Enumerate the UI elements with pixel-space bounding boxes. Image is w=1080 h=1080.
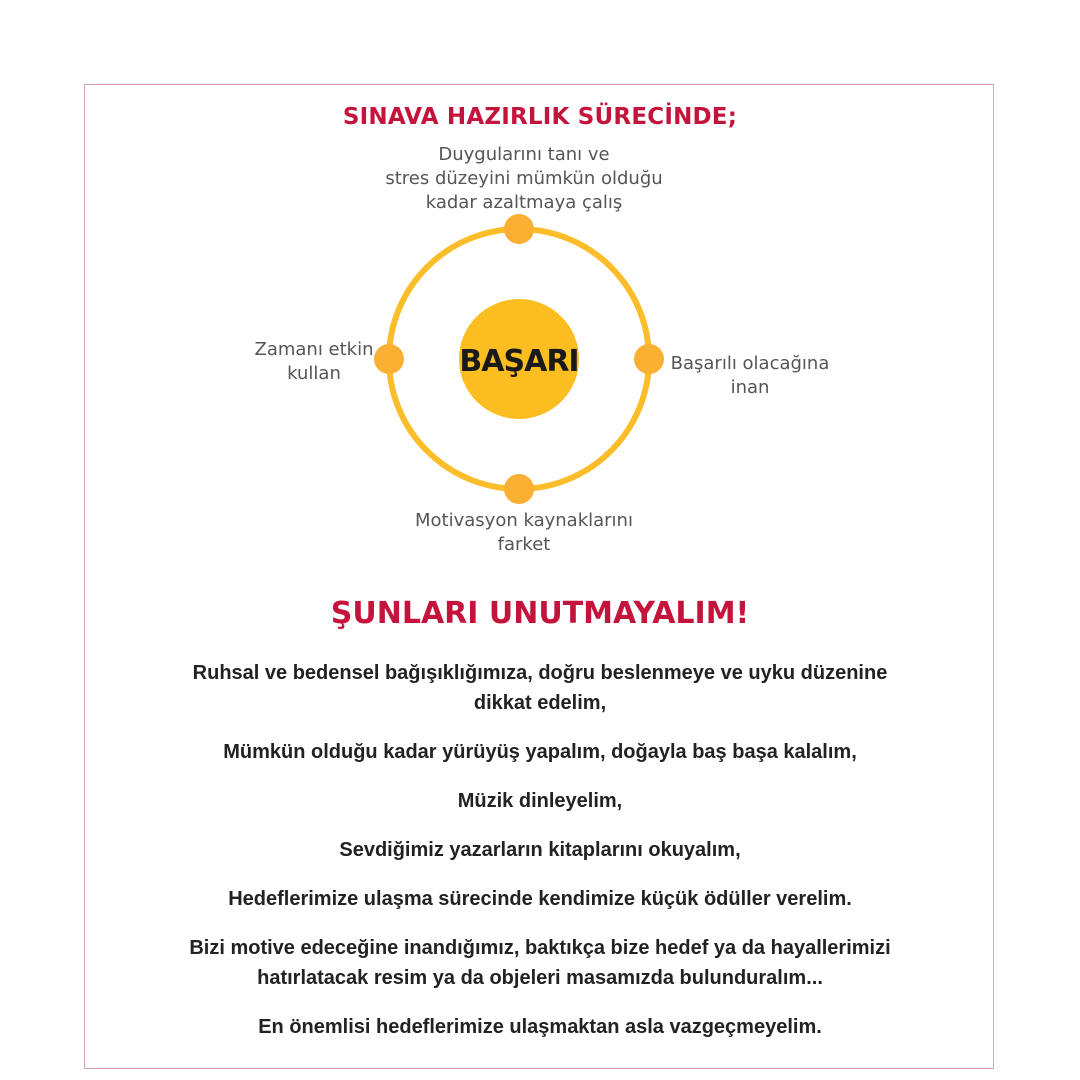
- top-label-line: kadar azaltmaya çalış: [425, 192, 623, 213]
- page-title: SINAVA HAZIRLIK SÜRECİNDE;: [342, 104, 738, 130]
- right-label-line: inan: [730, 377, 770, 398]
- tip-item: En önemlisi hedeflerimize ulaşmaktan asla vazgeçmeyelim.: [258, 1016, 822, 1038]
- tip-item: Hedeflerimize ulaşma sürecinde kendimize küçük ödüller verelim.: [228, 888, 852, 910]
- top-label-line: stres düzeyini mümkün olduğu: [385, 168, 663, 189]
- left-label: [236, 338, 392, 386]
- left-label-line: kullan: [287, 363, 341, 384]
- tip-item: Bizi motive edeceğine inandığımız, baktıkça bize hedef ya da hayallerimizi hatırlatacak resim ya da objeleri masamızda bulunduralım...: [189, 937, 891, 989]
- right-label: [664, 352, 836, 400]
- tips-list: [120, 658, 960, 1061]
- node-right: [634, 344, 664, 374]
- bottom-label: [384, 509, 664, 557]
- reminder-heading: ŞUNLARI UNUTMAYALIM!: [330, 596, 750, 631]
- bottom-label-line: Motivasyon kaynaklarını: [415, 510, 633, 531]
- tip-item: Müzik dinleyelim,: [457, 790, 623, 812]
- center-label: BAŞARI: [459, 344, 579, 379]
- node-top: [504, 214, 534, 244]
- tip-item: Ruhsal ve bedensel bağışıklığımıza, doğru beslenmeye ve uyku düzenine dikkat edelim,: [192, 662, 888, 714]
- top-label: [360, 143, 688, 215]
- left-label-line: Zamanı etkin: [254, 339, 374, 360]
- tip-item: Mümkün olduğu kadar yürüyüş yapalım, doğayla baş başa kalalım,: [223, 741, 857, 763]
- bottom-label-line: farket: [497, 534, 551, 555]
- tip-item: Sevdiğimiz yazarların kitaplarını okuyalım,: [339, 839, 741, 861]
- node-bottom: [504, 474, 534, 504]
- top-label-line: Duygularını tanı ve: [438, 144, 610, 165]
- right-label-line: Başarılı olacağına: [670, 353, 830, 374]
